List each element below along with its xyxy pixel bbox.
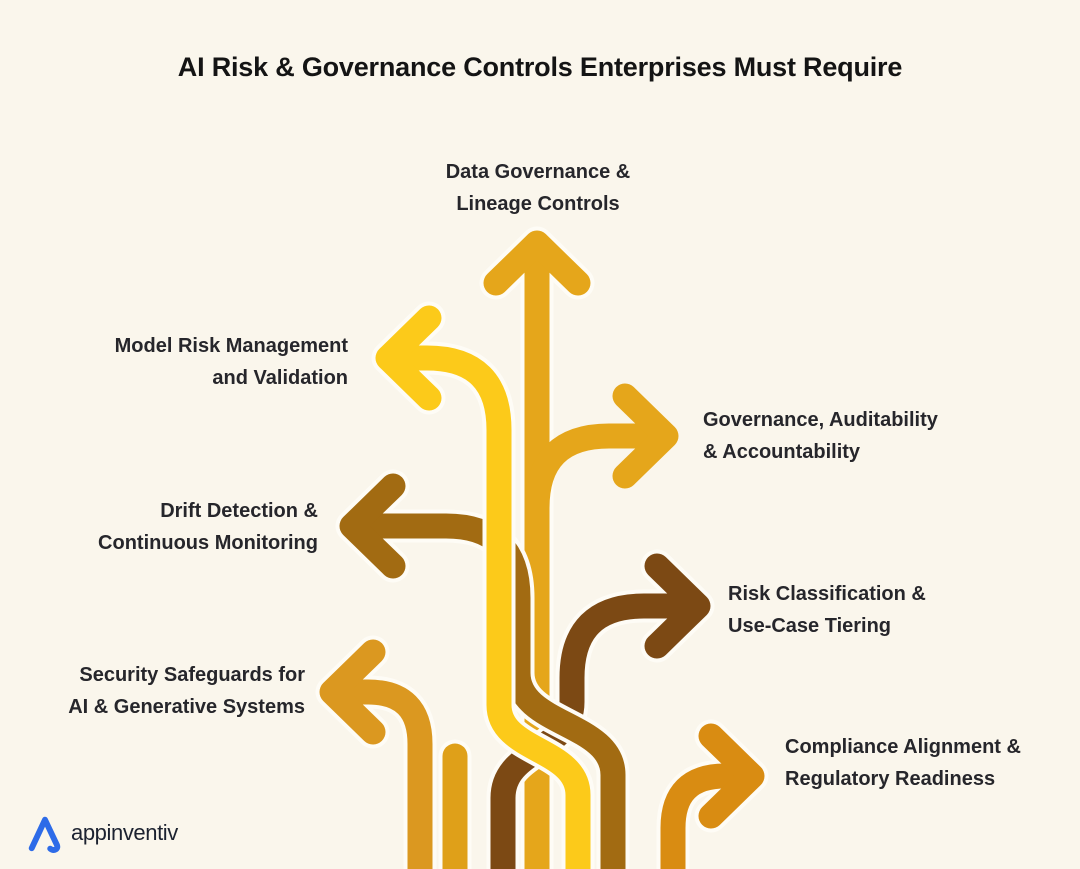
label-line: Use-Case Tiering [728,615,892,637]
brand-logo-text: appinventiv [71,820,178,845]
label-risk-classification [728,578,926,642]
appinventiv-logo-icon [26,813,64,853]
label-line: Security Safeguards for [79,664,305,686]
label-model-risk [115,330,348,394]
arrow-security-safeguards [332,652,420,869]
label-line: Model Risk Management [114,335,348,357]
page-title: AI Risk & Governance Controls Enterprises Must Require [177,52,903,82]
label-line: & Accountability [703,441,861,463]
label-line: Governance, Auditability [703,409,938,431]
label-line: Risk Classification & [728,583,926,605]
label-line: Compliance Alignment & [785,736,1021,758]
label-line: AI & Generative Systems [68,696,305,718]
label-line: Drift Detection & [160,500,318,522]
label-line: Data Governance & [445,161,631,183]
label-compliance-alignment [785,731,1021,795]
label-line: and Validation [212,367,348,389]
label-line: Lineage Controls [456,193,620,215]
arrow-compliance-alignment [673,736,752,869]
label-security-safeguards [68,659,305,723]
label-line: Continuous Monitoring [98,532,318,554]
label-drift-detection [98,495,318,559]
label-line: Regulatory Readiness [785,768,996,790]
label-data-governance [338,156,738,220]
label-governance-auditability [703,404,938,468]
brand-logo [26,812,178,854]
